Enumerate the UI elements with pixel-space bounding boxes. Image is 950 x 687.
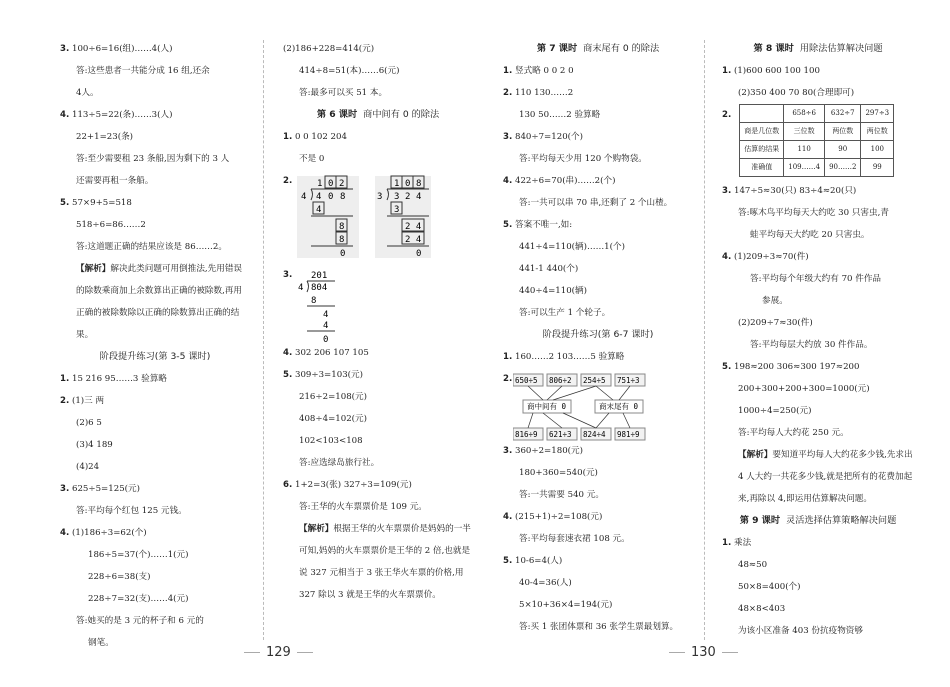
svg-text:621÷3: 621÷3	[549, 430, 572, 439]
svg-text:8: 8	[339, 235, 345, 245]
svg-text:4: 4	[416, 192, 422, 202]
quot-digit: 0	[328, 179, 334, 189]
svg-text:0: 0	[323, 335, 329, 345]
svg-text:824÷4: 824÷4	[583, 430, 606, 439]
long-division-q3: 3. 201 4 804 8 4 4 0	[283, 270, 329, 345]
quot-digit: 1	[317, 179, 323, 189]
svg-text:4: 4	[316, 192, 322, 202]
column-divider	[704, 40, 705, 640]
svg-text:751÷3: 751÷3	[617, 376, 640, 385]
column-2: (2)186+228=414(元) 414÷8=51(本)……6(元) 答:最多可以买 51 本。 第 6 课时 商中间有 0 的除法 1. 0 0 102 204 不是 0 2. 1 0 2 4 4 0 8 4 8 8 0 1 0 8 3 3 2 4 3 2 4 2 4 0 3. 201 4 804 8 4 4 0 4. 302 206 107 105 5. 309÷3=103(元) 216÷2=108(元) 408÷4=102(元) 102<103<108 答:应选绿岛旅行社。 6. 1+2=3(张) 327÷3=109(元) 答:王华的火车票票价是 109 元。 【解析】根据王华的火车票票价是妈妈的一半可知,妈妈的火车票票价是王华的 2 倍,也就是说 327 元相当于 3 张王华火车票的价格,用 327 除以 3 就是王华的火车票票价。	[283, 38, 473, 606]
svg-text:8: 8	[339, 222, 345, 232]
svg-text:2 4: 2 4	[405, 235, 422, 245]
svg-text:0: 0	[416, 249, 422, 259]
column-3: 第 7 课时 商末尾有 0 的除法 1. 竖式略 0 0 2 0 2. 110 130……2 130 50……2 验算略 3. 840÷7=120(个) 答:平均每天少用 120 个购物袋。 4. 422÷6=70(串)……2(个) 答:一共可以串 70 串,还剩了 2 个山楂。 5. 答案不唯一,如: 441÷4=110(辆)……1(个) 441-1 440(个) 440÷4=110(辆) 答:可以生产 1 个轮子。 阶段提升练习(第 6-7 课时) 1. 160……2 103……5 验算略 2. 650÷5 806÷2 254÷5 751÷3 商中间有 0 商末尾有 0 816÷9 621÷3 824÷4 981÷9 3. 360÷2=180(元) 180+360=540(元) 答:一共需要 540 元。 4. (215+1)÷2=108(元) 答:平均每套速衣裙 108 元。 5. 10-6=4(人) 40-4=36(人) 5×10+36×4=194(元) 答:买 1 张团体票和 36 张学生票最划算。	[503, 38, 693, 638]
svg-text:商末尾有 0: 商末尾有 0	[599, 402, 639, 411]
svg-text:8: 8	[340, 192, 346, 202]
svg-text:4: 4	[316, 205, 322, 215]
svg-text:650÷5: 650÷5	[515, 376, 538, 385]
estimate-table: 658÷6 632÷7 297÷3 商是几位数 三位数 两位数 两位数 估算的结果 110 90 100 准确值 109……4 90……2 99	[739, 104, 894, 177]
svg-text:4: 4	[301, 192, 307, 202]
svg-text:804: 804	[311, 283, 328, 293]
lesson-heading: 第 8 课时 用除法估算解决问题	[753, 43, 883, 54]
column-1: 3. 100÷6=16(组)……4(人) 答:这些患者一共能分成 16 组,还余 4人。 4. 113÷5=22(条)……3(人) 22+1=23(条) 答:至少需要租 23 条船,因为剩下的 3 人 还需要再租一条船。 5. 57×9+5=518 518÷6=86……2 答:这道题正确的结果应该是 86……2。 【解析】解决此类问题可用倒推法,先用错误的除数乘商加上余数算出正确的被除数,再用正确的被除数除以正确的除数算出正确的结果。 阶段提升练习(第 3-5 课时) 1. 15 216 95……3 验算略 2. (1)三 两 (2)6 5 (3)4 189 (4)24 3. 625÷5=125(元) 答:平均每个红包 125 元钱。 4. (1)186÷3=62(个) 186÷5=37(个)……1(元) 228÷6=38(支) 228÷7=32(支)……4(元) 答:她买的是 3 元的杯子和 6 元的 钢笔。	[60, 38, 250, 654]
svg-text:201: 201	[311, 271, 328, 281]
quot-digit: 2	[339, 179, 345, 189]
svg-text:1: 1	[394, 179, 400, 189]
section-title: 阶段提升练习(第 6-7 课时)	[542, 329, 654, 340]
svg-text:4: 4	[323, 310, 329, 320]
lesson-heading: 第 9 课时 灵活选择估算策略解决问题	[739, 515, 897, 526]
svg-text:0: 0	[340, 249, 346, 259]
analysis-note: 【解析】根据王华的火车票票价是妈妈的一半可知,妈妈的火车票票价是王华的 2 倍,也就是说 327 元相当于 3 张王华火车票的价格,用 327 除以 3 就是王华的火车票票价。	[299, 524, 471, 600]
svg-text:2 4: 2 4	[405, 222, 422, 232]
svg-text:981÷9: 981÷9	[617, 430, 640, 439]
page-number-left: 129	[238, 645, 319, 660]
svg-text:3: 3	[394, 205, 400, 215]
svg-text:3: 3	[394, 192, 400, 202]
estimate-table-row: 2. 658÷6 632÷7 297÷3 商是几位数 三位数 两位数 两位数 估算的结果 110 90 100 准确值 109……4 90……2 99	[722, 104, 914, 180]
svg-text:806÷2: 806÷2	[549, 376, 572, 385]
matching-diagram: 2. 650÷5 806÷2 254÷5 751÷3 商中间有 0 商末尾有 0 816÷9 621÷3 824÷4 981÷9	[503, 368, 693, 440]
page-number-right: 130	[663, 645, 744, 660]
long-division-figures	[283, 172, 473, 264]
answer-line: 答:这些患者一共能分成 16 组,还余	[76, 66, 210, 76]
svg-text:0: 0	[405, 179, 411, 189]
svg-text:254÷5: 254÷5	[583, 376, 606, 385]
svg-text:商中间有 0: 商中间有 0	[527, 402, 567, 411]
column-divider	[263, 40, 264, 640]
svg-text:8: 8	[416, 179, 422, 189]
svg-text:8: 8	[311, 296, 317, 306]
svg-text:3: 3	[377, 192, 383, 202]
column-4: 第 8 课时 用除法估算解决问题 1. (1)600 600 100 100 (2)350 400 70 80(合理即可) 2. 658÷6 632÷7 297÷3 商是几位数 三位数 两位数 两位数 估算的结果 110 90 100 准确值 109……4 90……2 99 3. 147÷5≈30(只) 83÷4≈20(只) 答:啄木鸟平均每天大约吃 30 只害虫,青 蛙平均每天大约吃 20 只害虫。 4. (1)209÷3≈70(件) 答:平均每个年级大约有 70 件作品 参展。 (2)209÷7≈30(件) 答:平均每层大约放 30 件作品。 5. 198≈200 306≈300 197≈200 200+300+200+300=1000(元) 1000÷4=250(元) 答:平均每人大约花 250 元。 【解析】要知道平均每人大约花多少钱,先求出 4 人大约一共花多少钱,就是把所有的花费加起来,再除以 4,即运用估算解决问题。 第 9 课时 灵活选择估算策略解决问题 1. 乘法 48≈50 50×8=400(个) 48×8<403 为该小区准备 403 份抗疫物资够	[722, 38, 914, 642]
analysis-note: 【解析】解决此类问题可用倒推法,先用错误的除数乘商加上余数算出正确的被除数,再用正确的被除数除以正确的除数算出正确的结果。	[76, 264, 243, 340]
svg-text:0: 0	[328, 192, 334, 202]
analysis-note: 【解析】要知道平均每人大约花多少钱,先求出 4 人大约一共花多少钱,就是把所有的花费加起来,再除以 4,即运用估算解决问题。	[738, 450, 913, 504]
svg-text:2: 2	[405, 192, 411, 202]
section-title: 阶段提升练习(第 3-5 课时)	[99, 351, 211, 362]
svg-text:4: 4	[323, 321, 329, 331]
svg-text:4: 4	[298, 283, 304, 293]
long-division-pair: 2. 1 0 2 4 4 0 8 4 8 8 0 1 0 8 3 3 2 4 3 2 4 2 4 0	[283, 170, 473, 264]
svg-text:816÷9: 816÷9	[515, 430, 538, 439]
lesson-heading: 第 6 课时 商中间有 0 的除法	[316, 109, 440, 120]
lesson-heading: 第 7 课时 商末尾有 0 的除法	[536, 43, 660, 54]
